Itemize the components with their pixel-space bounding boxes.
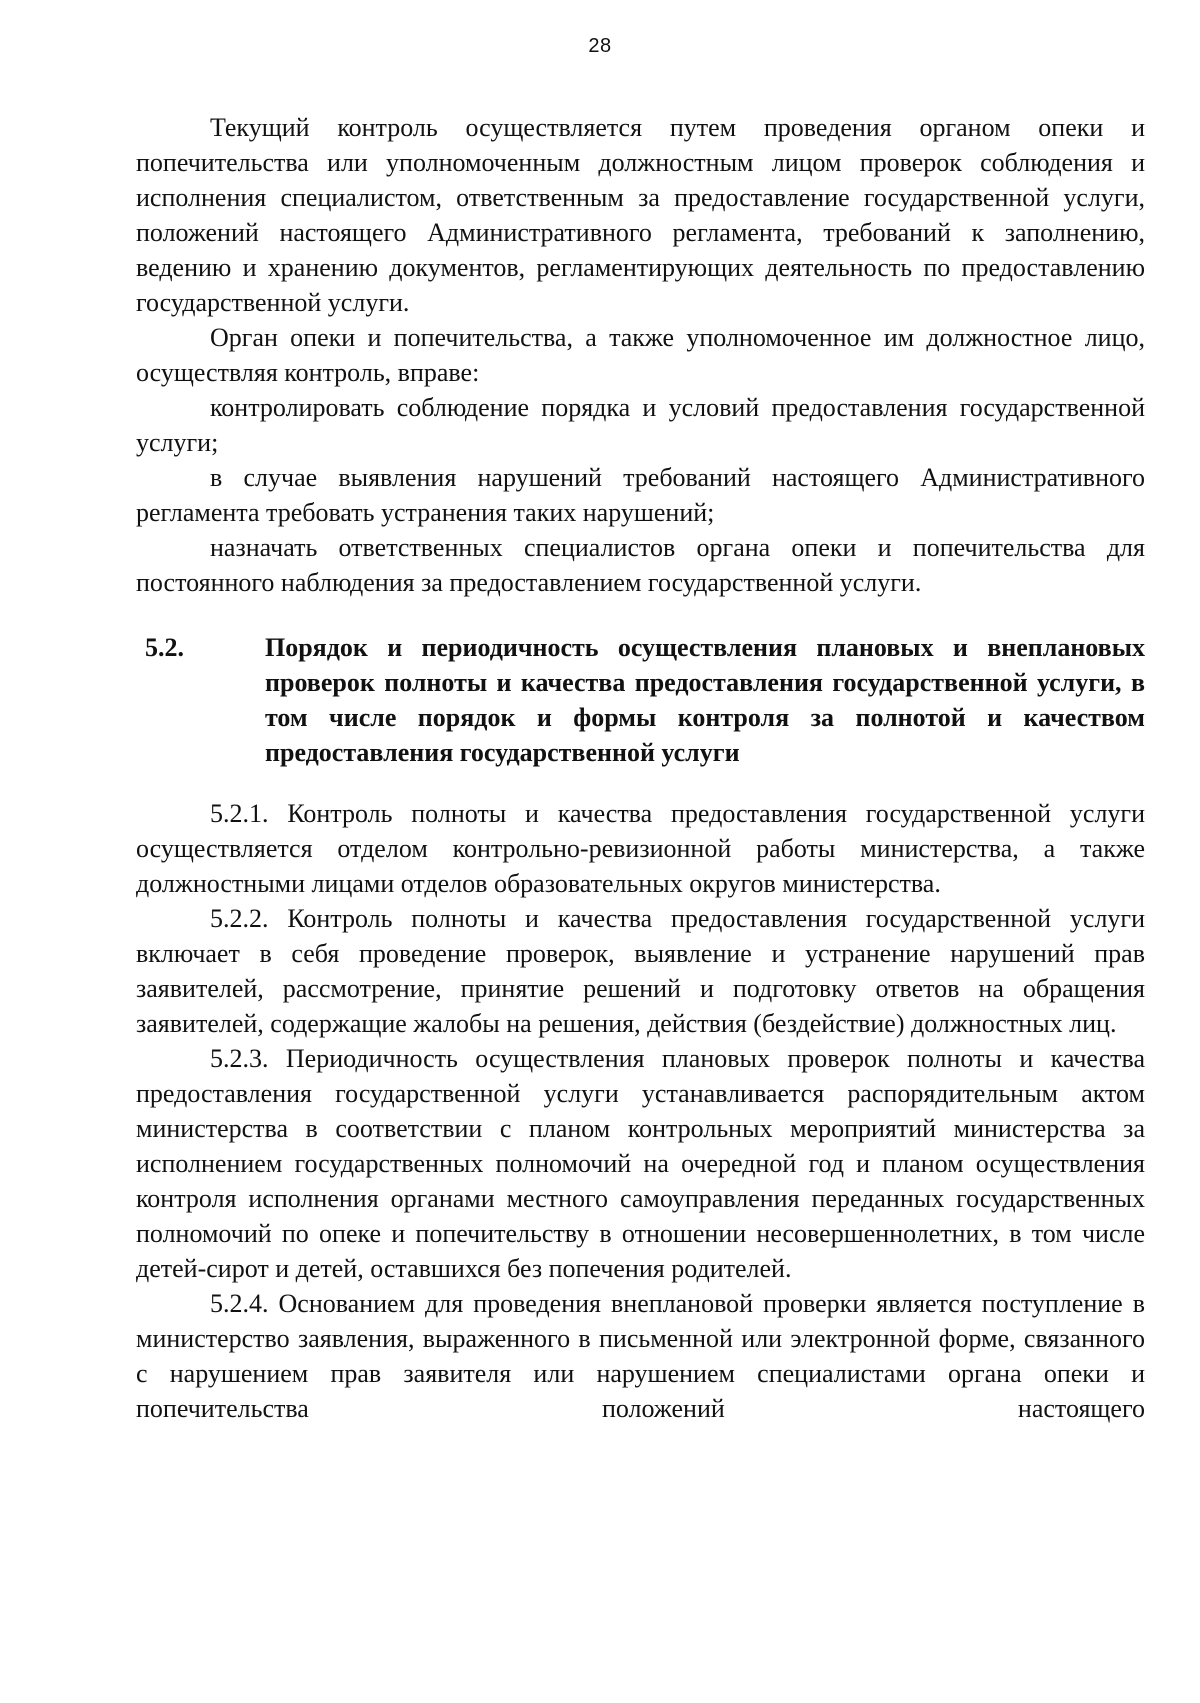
page-content (136, 110, 1145, 1426)
paragraph-current-control: Текущий контроль осуществляется путем проведения органом опеки и попечительства или уполномоченным должностным лицом проверок соблюдения и исполнения специалистом, ответственным за предоставление государственной услуги, положений настоящего Административного регламента, требований к заполнению, ведению и хранению документов, регламентирующих деятельность по предоставлению государственной услуги. (136, 113, 1145, 317)
paragraph-right-appoint: назначать ответственных специалистов органа опеки и попечительства для постоянного наблюдения за предоставлением государственной услуги. (136, 533, 1145, 597)
paragraph-5-2-2: 5.2.2. Контроль полноты и качества предоставления государственной услуги включает в себя проведение проверок, выявление и устранение нарушений прав заявителей, рассмотрение, принятие решений и подготовку ответов на обращения заявителей, содержащие жалобы на решения, действия (бездействие) должностных лиц. (136, 904, 1145, 1038)
section-heading (136, 630, 1145, 770)
paragraph-authority-rights: Орган опеки и попечительства, а также уполномоченное им должностное лицо, осуществляя контроль, вправе: (136, 323, 1145, 387)
paragraph-5-2-1: 5.2.1. Контроль полноты и качества предоставления государственной услуги осуществляется отделом контрольно-ревизионной работы министерства, а также должностными лицами отделов образовательных округов министерства. (136, 799, 1145, 898)
paragraph-right-demand: в случае выявления нарушений требований настоящего Административного регламента требовать устранения таких нарушений; (136, 463, 1145, 527)
section-title: Порядок и периодичность осуществления плановых и внеплановых проверок полноты и качества предоставления государственной услуги, в том числе порядок и формы контроля за полнотой и качеством предоставления государственной услуги (265, 633, 1145, 767)
section-number: 5.2. (145, 633, 184, 662)
paragraph-right-control: контролировать соблюдение порядка и условий предоставления государственной услуги; (136, 393, 1145, 457)
paragraph-5-2-4: 5.2.4. Основанием для проведения внеплановой проверки является поступление в министерство заявления, выраженного в письменной или электронной форме, связанного с нарушением прав заявителя или нарушением специалистами органа опеки и попечительства положений настоящего (136, 1289, 1145, 1423)
paragraph-5-2-3: 5.2.3. Периодичность осуществления плановых проверок полноты и качества предоставления государственной услуги устанавливается распорядительным актом министерства в соответствии с планом контрольных мероприятий министерства за исполнением государственных полномочий на очередной год и планом осуществления контроля исполнения органами местного самоуправления переданных государственных полномочий по опеке и попечительству в отношении несовершеннолетних, в том числе детей-сирот и детей, оставшихся без попечения родителей. (136, 1044, 1145, 1283)
page-number: 28 (588, 35, 612, 57)
